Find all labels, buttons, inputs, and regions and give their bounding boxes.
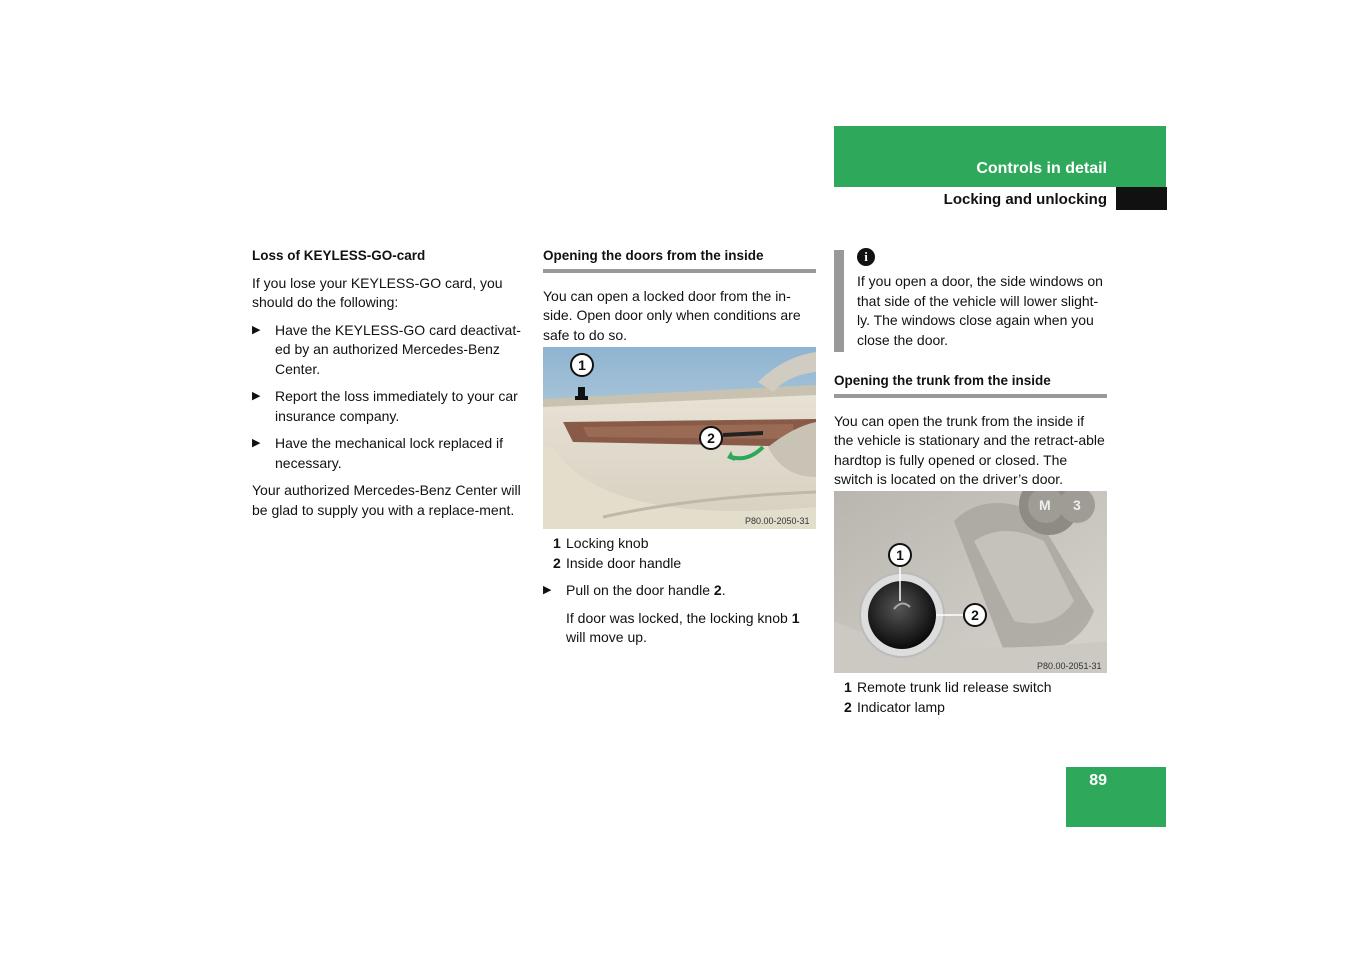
heading-opening-trunk: Opening the trunk from the inside bbox=[834, 371, 1107, 398]
paragraph-intro: If you lose your KEYLESS-GO card, you should do the following: bbox=[252, 274, 503, 310]
heading-opening-doors: Opening the doors from the inside bbox=[543, 246, 816, 273]
column-doors-inside bbox=[543, 246, 816, 345]
callout-2: 2 bbox=[699, 426, 723, 450]
door-interior-illustration bbox=[543, 347, 816, 529]
page-number: 89 bbox=[1089, 772, 1107, 789]
paragraph-intro: You can open a locked door from the in-side. Open door only when conditions are safe to do so. bbox=[543, 287, 801, 343]
callout-2: 2 bbox=[963, 603, 987, 627]
callout-1: 1 bbox=[888, 543, 912, 567]
info-box-bar bbox=[834, 250, 844, 352]
image-code: P80.00-2050-31 bbox=[745, 516, 810, 526]
bullet-item: ▶ Report the loss immediately to your car insurance company. bbox=[252, 388, 518, 424]
image-code: P80.00-2051-31 bbox=[1037, 661, 1102, 671]
column-trunk-captions bbox=[834, 678, 1107, 717]
bullet-arrow-icon: ▶ bbox=[252, 437, 261, 449]
bullet-item: ▶ Have the mechanical lock replaced if necessary. bbox=[252, 435, 504, 471]
callout-1: 1 bbox=[570, 353, 594, 377]
caption-locking-knob: 1 Locking knob bbox=[553, 535, 649, 551]
paragraph-closing: Your authorized Mercedes-Benz Center will be glad to supply you with a replace-ment. bbox=[252, 482, 521, 518]
seat-button-m: M bbox=[1039, 497, 1051, 513]
caption-door-handle: 2 Inside door handle bbox=[553, 554, 682, 571]
step-result: If door was locked, the locking knob 1 will move up. bbox=[566, 609, 800, 645]
bullet-item: ▶ Have the KEYLESS-GO card deactivat-ed by an authorized Mercedes-Benz Center. bbox=[252, 321, 521, 377]
bullet-arrow-icon: ▶ bbox=[252, 323, 261, 336]
trunk-switch-illustration bbox=[834, 491, 1107, 673]
column-trunk-inside bbox=[834, 371, 1107, 490]
info-icon: i bbox=[857, 248, 875, 266]
info-text: If you open a door, the side windows on that side of the vehicle will lower slight-ly. The windows close again when you close the door. bbox=[857, 273, 1103, 348]
bullet-arrow-icon: ▶ bbox=[543, 584, 552, 596]
step-item: ▶ Pull on the door handle 2. bbox=[543, 581, 816, 601]
column-keyless-go bbox=[252, 246, 524, 520]
subsection-title: Locking and unlocking bbox=[943, 191, 1107, 208]
column-doors-inside-lower bbox=[543, 534, 816, 648]
trunk-switch-svg bbox=[834, 491, 1107, 673]
subsection-marker bbox=[1116, 187, 1167, 210]
paragraph-intro: You can open the trunk from the inside if the vehicle is stationary and the retract-able hardtop is fully opened or closed. The switch is located on the driver’s door. bbox=[834, 412, 1105, 487]
bullet-arrow-icon: ▶ bbox=[252, 390, 261, 402]
seat-button-3: 3 bbox=[1073, 497, 1081, 513]
caption-indicator-lamp: 2 Indicator lamp bbox=[844, 698, 945, 715]
heading-loss-keyless-go: Loss of KEYLESS-GO-card bbox=[252, 248, 426, 263]
caption-trunk-switch: 1 Remote trunk lid release switch bbox=[844, 679, 1052, 695]
section-title: Controls in detail bbox=[976, 160, 1107, 177]
